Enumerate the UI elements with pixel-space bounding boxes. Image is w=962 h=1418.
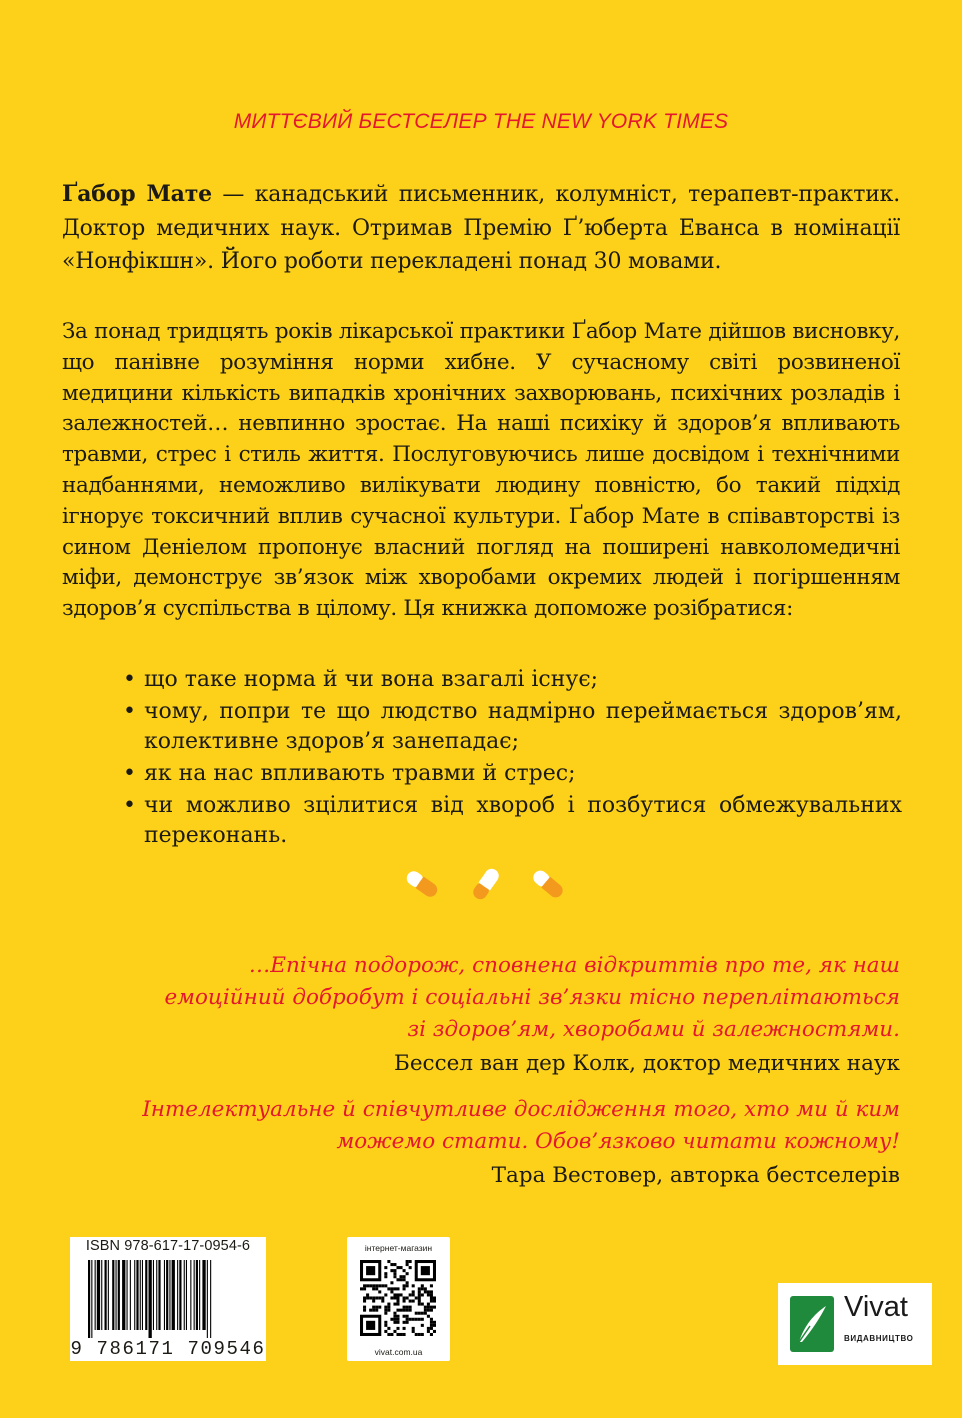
author-bio — [62, 178, 900, 279]
isbn-label: ISBN 978-617-17-0954-6 — [85, 1238, 251, 1254]
publisher-logo — [778, 1283, 932, 1365]
list-item: • що таке норма й чи вона взагалі існує; — [120, 665, 902, 696]
quote-text: …Епічна подорож, сповнена відкриттів про те, як наш емоційний добробут і соціальні зв’язки тісно переплітаються зі здоров’ям, хворобами й залежностями. — [164, 953, 900, 1042]
book-description: За понад тридцять років лікарської практики Ґабор Мате дійшов висновку, що панівне розуміння норми хибне. У сучасному світі розвиненої медицини кількість випадків хронічних захворювань, психічних розладів і залежностей… невпинно зростає. На наші психіку й здоров’я впливають травми, стрес і стиль життя. Послуговуючись лише досвідом і технічними надбаннями, неможливо вилікувати людину повністю, бо такий підхід ігнорує токсичний вплив сучасної культури. Ґабор Мате в співавторстві із сином Деніелом пропонує власний погляд на поширені навколомедичні міфи, демонструє зв’язок між хворобами окремих людей і погіршенням здоров’я суспільства в цілому. Ця книжка допоможе розібратися: — [62, 319, 900, 622]
pill-icon — [530, 868, 565, 901]
qr-label: інтернет-магазин — [364, 1243, 433, 1253]
qr-url: vivat.com.ua — [374, 1347, 423, 1357]
publisher-subtitle: ВИДАВНИЦТВО — [844, 1334, 914, 1343]
review-quote — [140, 950, 900, 1080]
review-quote — [140, 1094, 900, 1192]
isbn-barcode — [70, 1237, 266, 1361]
quote-author: Тара Вестовер, авторка бестселерів — [491, 1163, 900, 1188]
list-item: • чи можливо зцілитися від хвороб і позбутися обмежувальних переконань. — [120, 791, 902, 852]
quote-author: Бессел ван дер Колк, доктор медичних наук — [394, 1051, 900, 1076]
quote-text: Інтелектуальне й співчутливе дослідження того, хто ми й ким можемо стати. Обов’язково читати кожному! — [142, 1097, 900, 1154]
tagline: МИТТЄВИЙ БЕСТСЕЛЕР THE NEW YORK TIMES — [233, 110, 729, 133]
author-bio-text: — канадський письменник, колумніст, терапевт-практик. Доктор медичних наук. Отримав Премію Ґ’юберта Еванса в номінації «Нонфікшн». Його роботи перекладені понад 30 мовами. — [62, 182, 901, 274]
qr-code-block — [347, 1237, 450, 1361]
isbn-digits: 9 786171 709546 — [70, 1338, 266, 1360]
pills-decoration — [400, 862, 570, 906]
barcode-icon — [88, 1260, 250, 1338]
vivat-leaf-icon — [790, 1296, 834, 1352]
benefits-list — [120, 665, 902, 853]
pill-icon — [471, 866, 502, 902]
list-item: • чому, попри те що людство надмірно переймається здоров’ям, колективне здоров’я занепадає; — [120, 697, 902, 758]
qr-code-icon — [360, 1260, 436, 1336]
pill-icon — [404, 869, 440, 900]
publisher-name: Vivat — [844, 1291, 908, 1323]
author-name: Ґабор Мате — [62, 181, 212, 207]
list-item: • як на нас впливають травми й стрес; — [120, 759, 902, 790]
